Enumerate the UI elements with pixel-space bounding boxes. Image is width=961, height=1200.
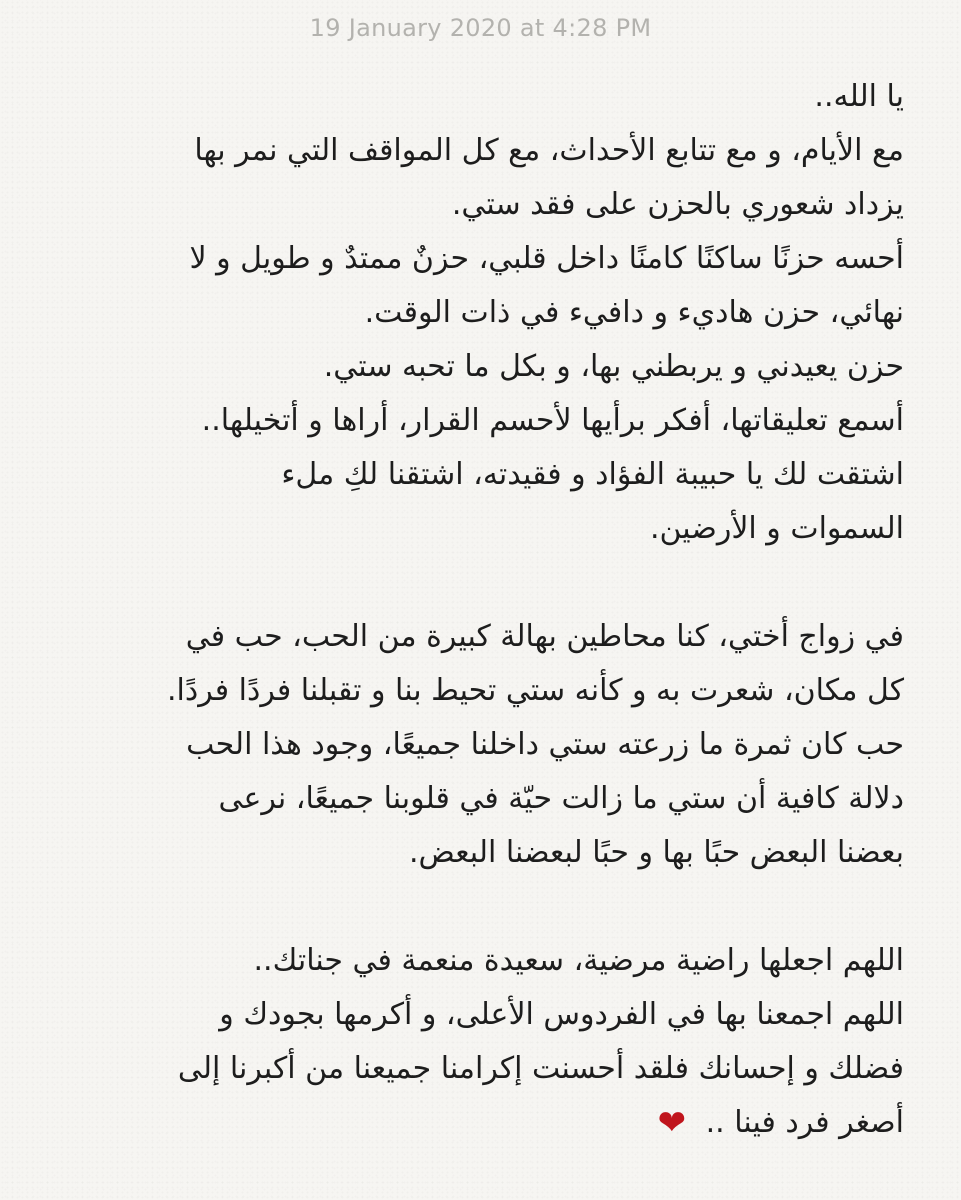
- text-line: حب كان ثمرة ما زرعته ستي داخلنا جميعًا، وجود هذا الحب: [186, 727, 904, 762]
- text-line: اللهم اجعلها راضية مرضية، سعيدة منعمة في جناتك..: [253, 943, 904, 978]
- text-line: اللهم اجمعنا بها في الفردوس الأعلى، و أكرمها بجودك و: [219, 997, 904, 1032]
- text-line: السموات و الأرضين.: [649, 511, 904, 546]
- text-line: حزن يعيدني و يربطني بها، و بكل ما تحبه ستي.: [323, 349, 904, 384]
- text-line: نهائي، حزن هاديء و دافيء في ذات الوقت.: [364, 295, 904, 330]
- text-line: يا الله..: [814, 79, 904, 114]
- text-line: مع الأيام، و مع تتابع الأحداث، مع كل المواقف التي نمر بها: [194, 133, 904, 168]
- heart-icon: ❤: [657, 1103, 687, 1143]
- text-line: بعضنا البعض حبًا بها و حبًا لبعضنا البعض.: [409, 835, 904, 870]
- blank-line: [60, 880, 904, 934]
- blank-line: [60, 556, 904, 610]
- text-line: أسمع تعليقاتها، أفكر برأيها لأحسم القرار، أراها و أتخيلها..: [201, 403, 904, 438]
- text-line: أصغر فرد فينا ..: [705, 1105, 904, 1140]
- text-line: فضلك و إحسانك فلقد أحسنت إكرامنا جميعنا من أكبرنا إلى: [177, 1051, 904, 1086]
- note-body[interactable]: [60, 70, 904, 1150]
- note-timestamp: 19 January 2020 at 4:28 PM: [309, 14, 652, 42]
- final-line: [60, 1096, 904, 1150]
- text-line: كل مكان، شعرت به و كأنه ستي تحيط بنا و تقبلنا فردًا فردًا.: [167, 673, 904, 708]
- text-line: أحسه حزنًا ساكنًا كامنًا داخل قلبي، حزنٌ ممتدٌ و طويل و لا: [189, 241, 904, 276]
- text-line: في زواج أختي، كنا محاطين بهالة كبيرة من الحب، حب في: [185, 619, 904, 654]
- text-line: يزداد شعوري بالحزن على فقد ستي.: [451, 187, 904, 222]
- text-line: دلالة كافية أن ستي ما زالت حيّة في قلوبنا جميعًا، نرعى: [218, 781, 904, 816]
- text-line: اشتقت لك يا حبيبة الفؤاد و فقيدته، اشتقنا لكِ ملء: [281, 457, 904, 492]
